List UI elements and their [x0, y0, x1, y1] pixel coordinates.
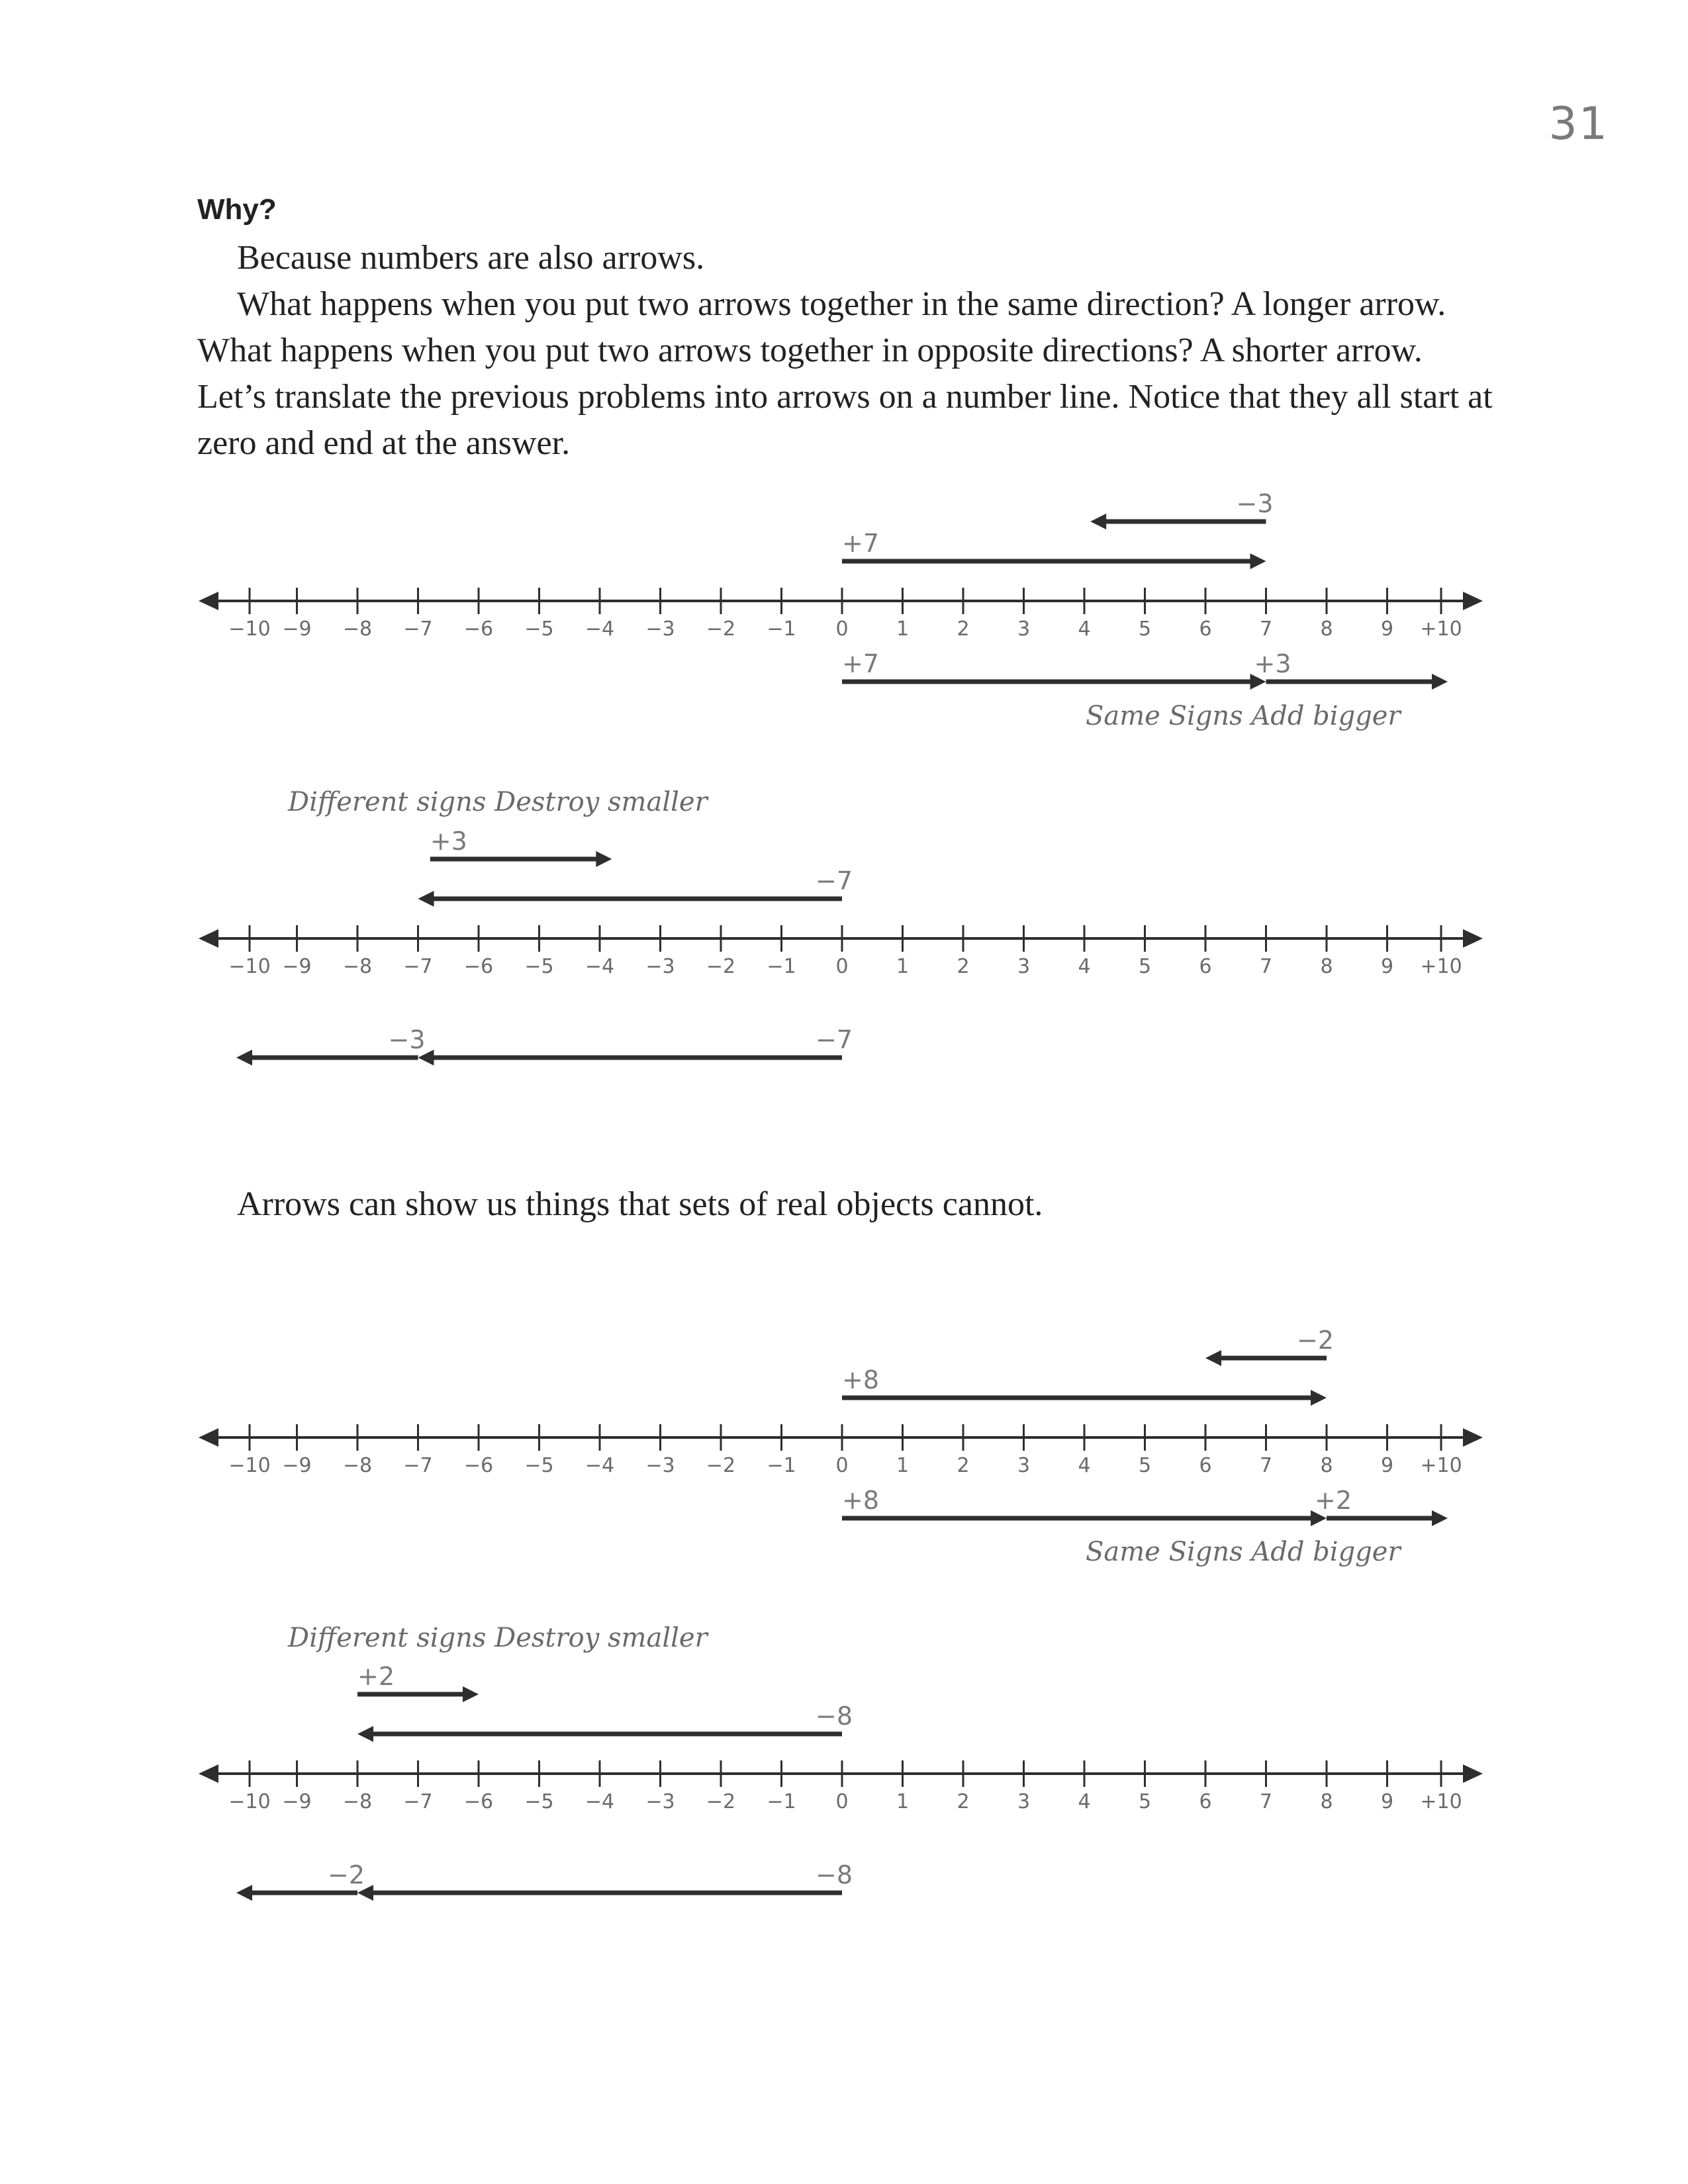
number-line-3-tick-label: −8	[342, 1454, 373, 1477]
example-minus8-plus2-above-arrow-1-head	[463, 1686, 479, 1702]
number-line-1-tick-label: 3	[1017, 617, 1031, 641]
number-line-4-tick-label: 4	[1078, 1790, 1091, 1813]
example-minus8-plus2-below-label-1: −8	[816, 1860, 853, 1889]
number-line-4-tick-label: −10	[228, 1790, 271, 1813]
number-line-1-tick-label: 8	[1320, 617, 1333, 641]
number-line-3-tick-label: 8	[1320, 1454, 1333, 1477]
example-plus7-minus3-above-arrow-1-head	[1090, 514, 1106, 529]
number-line-3-tick-label: −9	[282, 1454, 312, 1477]
example-plus7-minus3-above-arrow-2-head	[1250, 553, 1266, 569]
number-line-3-tick-label: −10	[228, 1454, 271, 1477]
number-line-4-tick-label: 3	[1017, 1790, 1031, 1813]
number-line-2-tick-label: 3	[1017, 955, 1031, 978]
number-line-3-tick-label: −6	[463, 1454, 494, 1477]
example-plus7-minus3-below-note: Same Signs Add bigger	[1086, 701, 1401, 731]
number-line-1-tick-label: −1	[767, 617, 796, 641]
number-line-4-tick-label: 9	[1380, 1790, 1394, 1813]
number-line-4-tick-label: −8	[342, 1790, 373, 1813]
number-line-4-tick-label: 6	[1199, 1790, 1212, 1813]
example-plus8-minus2-above-label-1: −2	[1297, 1326, 1335, 1355]
number-line-1-left-arrowhead	[199, 592, 218, 610]
number-line-4-tick-label: 2	[957, 1790, 970, 1813]
example-plus7-minus3-above-label-1: −3	[1236, 489, 1274, 518]
example-plus7-minus3-below-arrow-2-head	[1432, 674, 1448, 690]
example-minus7-plus3-below-label-1: −7	[816, 1025, 853, 1054]
example-minus8-plus2-above-arrow-2-head	[357, 1726, 373, 1742]
number-line-2-tick-label: 7	[1259, 955, 1273, 978]
example-plus7-minus3-below-label-1: +7	[842, 649, 880, 678]
number-line-3-tick-label: −7	[403, 1454, 433, 1477]
number-line-3-tick-label: −3	[645, 1454, 675, 1477]
paragraph-intro: Because numbers are also arrows.	[237, 239, 705, 277]
number-line-2-tick-label: 1	[896, 955, 910, 978]
number-line-2-tick-label: 6	[1199, 955, 1212, 978]
example-minus7-plus3-above-arrow-1-head	[596, 851, 612, 867]
number-line-2-tick-label: +10	[1420, 955, 1462, 978]
page-number: 31	[1548, 98, 1609, 150]
number-line-2-tick-label: 5	[1138, 955, 1152, 978]
number-line-1-tick-label: −7	[403, 617, 433, 641]
number-line-3-tick-label: 6	[1199, 1454, 1212, 1477]
number-line-1-tick-label: 1	[896, 617, 910, 641]
number-line-1-tick-label: −8	[342, 617, 373, 641]
number-line-3-tick-label: −1	[767, 1454, 796, 1477]
example-minus7-plus3-above-arrow-2-head	[418, 891, 434, 907]
number-line-3-tick-label: 0	[835, 1454, 849, 1477]
number-line-4-tick-label: 0	[835, 1790, 849, 1813]
number-line-4-tick-label: −5	[524, 1790, 554, 1813]
number-line-2-tick-label: −3	[645, 955, 675, 978]
number-line-2-tick-label: −5	[524, 955, 554, 978]
number-line-3-tick-label: +10	[1420, 1454, 1462, 1477]
example-minus8-plus2-above-label-1: +2	[357, 1662, 395, 1691]
paragraph-explanation: What happens when you put two arrows together in the same direction? A longer arrow. What happens when you put two arrows together in opposite directions? A shorter arrow. Let’s translate the previous problems into arrows on a number line. Notice that they all start at zero and end at the answer.	[197, 285, 1493, 462]
number-line-1-tick-label: 7	[1259, 617, 1273, 641]
number-line-1-tick-label: −3	[645, 617, 675, 641]
example-minus7-plus3-note: Different signs Destroy smaller	[288, 787, 708, 817]
number-line-2-tick-label: 8	[1320, 955, 1333, 978]
example-minus8-plus2-above-label-2: −8	[816, 1702, 853, 1731]
number-line-2-tick-label: −10	[228, 955, 271, 978]
example-minus7-plus3-below-label-2: −3	[388, 1025, 426, 1054]
number-line-3-tick-label: 3	[1017, 1454, 1031, 1477]
number-line-2-tick-label: 2	[957, 955, 970, 978]
number-line-3-tick-label: −5	[524, 1454, 554, 1477]
number-line-2-tick-label: −7	[403, 955, 433, 978]
example-plus8-minus2-below-note: Same Signs Add bigger	[1086, 1537, 1401, 1567]
example-minus7-plus3-above-label-2: −7	[816, 866, 853, 895]
number-line-1-right-arrowhead	[1463, 592, 1483, 610]
number-line-1-tick-label: 2	[957, 617, 970, 641]
number-line-4-tick-label: −7	[403, 1790, 433, 1813]
number-line-3-tick-label: 7	[1259, 1454, 1273, 1477]
number-line-1-tick-label: 9	[1380, 617, 1394, 641]
number-line-1-tick-label: −2	[706, 617, 736, 641]
number-line-4-tick-label: 8	[1320, 1790, 1333, 1813]
number-line-2-tick-label: 9	[1380, 955, 1394, 978]
number-line-3-tick-label: 1	[896, 1454, 910, 1477]
number-line-2-tick-label: −1	[767, 955, 796, 978]
number-line-1-tick-label: −6	[463, 617, 494, 641]
example-plus8-minus2-above-label-2: +8	[842, 1365, 880, 1394]
number-line-3-tick-label: −2	[706, 1454, 736, 1477]
example-plus8-minus2-below-arrow-2-head	[1432, 1510, 1448, 1526]
number-line-1-tick-label: 4	[1078, 617, 1091, 641]
number-line-4-tick-label: −2	[706, 1790, 736, 1813]
number-line-3-tick-label: 9	[1380, 1454, 1394, 1477]
example-plus8-minus2-above-arrow-1-head	[1205, 1350, 1221, 1366]
number-line-2-tick-label: −9	[282, 955, 312, 978]
number-line-4-tick-label: −9	[282, 1790, 312, 1813]
example-minus8-plus2-below-label-2: −2	[328, 1860, 365, 1889]
example-plus8-minus2-below-label-1: +8	[842, 1486, 880, 1515]
example-plus8-minus2-below-label-2: +2	[1315, 1486, 1352, 1515]
number-line-4-tick-label: −3	[645, 1790, 675, 1813]
number-line-2-tick-label: −2	[706, 955, 736, 978]
number-line-2-left-arrowhead	[199, 929, 218, 948]
number-line-3-tick-label: 5	[1138, 1454, 1152, 1477]
example-minus8-plus2-below-arrow-2-head	[236, 1885, 252, 1901]
section-heading: Why?	[197, 193, 277, 226]
number-line-3-left-arrowhead	[199, 1428, 218, 1447]
example-plus7-minus3-above-label-2: +7	[842, 529, 880, 558]
number-line-2-tick-label: −8	[342, 955, 373, 978]
number-line-4-left-arrowhead	[199, 1764, 218, 1783]
number-line-2-tick-label: 4	[1078, 955, 1091, 978]
number-line-1-tick-label: −10	[228, 617, 271, 641]
number-line-2-tick-label: −4	[585, 955, 615, 978]
number-line-3-tick-label: 4	[1078, 1454, 1091, 1477]
number-line-3-tick-label: −4	[585, 1454, 615, 1477]
number-line-3-tick-label: 2	[957, 1454, 970, 1477]
number-line-2-tick-label: 0	[835, 955, 849, 978]
number-line-1-tick-label: −5	[524, 617, 554, 641]
number-line-4-tick-label: 1	[896, 1790, 910, 1813]
number-line-2-tick-label: −6	[463, 955, 494, 978]
example-plus8-minus2-above-arrow-2-head	[1311, 1390, 1327, 1406]
number-line-1-tick-label: 6	[1199, 617, 1212, 641]
number-line-4-tick-label: 7	[1259, 1790, 1273, 1813]
number-line-4-tick-label: −6	[463, 1790, 494, 1813]
number-line-1-tick-label: 5	[1138, 617, 1152, 641]
example-minus7-plus3-above-label-1: +3	[430, 827, 467, 856]
number-line-4-tick-label: +10	[1420, 1790, 1462, 1813]
number-line-4-tick-label: −4	[585, 1790, 615, 1813]
example-minus7-plus3-below-arrow-2-head	[236, 1050, 252, 1066]
paragraph-arrows-note: Arrows can show us things that sets of real objects cannot.	[237, 1185, 1043, 1223]
number-line-1-tick-label: 0	[835, 617, 849, 641]
example-minus8-plus2-note: Different signs Destroy smaller	[288, 1623, 708, 1653]
number-line-1-tick-label: −9	[282, 617, 312, 641]
number-line-4-right-arrowhead	[1463, 1764, 1483, 1783]
number-line-4-tick-label: −1	[767, 1790, 796, 1813]
number-line-4-tick-label: 5	[1138, 1790, 1152, 1813]
example-plus7-minus3-below-label-2: +3	[1254, 649, 1291, 678]
number-line-1-tick-label: −4	[585, 617, 615, 641]
number-line-3-right-arrowhead	[1463, 1428, 1483, 1447]
number-line-1-tick-label: +10	[1420, 617, 1462, 641]
number-line-2-right-arrowhead	[1463, 929, 1483, 948]
